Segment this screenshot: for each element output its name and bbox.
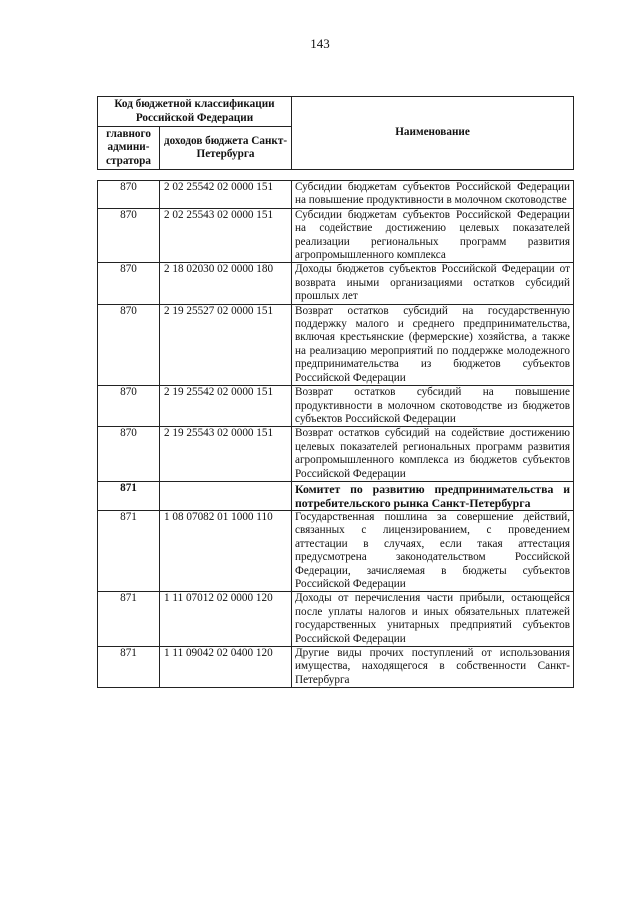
admin-code: 870 [98,304,160,385]
table-row-administrator [98,481,574,510]
revenue-code: 2 19 25543 02 0000 151 [160,427,292,482]
admin-code: 870 [98,208,160,263]
budget-classification-heading: Код бюджетной классификации Российской Федерации [98,97,292,127]
revenue-code: 1 11 07012 02 0000 120 [160,592,292,647]
revenue-code: 2 19 25527 02 0000 151 [160,304,292,385]
revenue-name: Доходы от перечисления части прибыли, остающейся после уплаты налогов и иных обязательных платежей государственных унитарных предприятий субъектов Российской Федерации [292,592,574,647]
admin-code: 871 [98,481,160,510]
admin-code: 871 [98,592,160,647]
table-row [98,181,574,209]
admin-code: 871 [98,647,160,688]
revenue-name: Субсидии бюджетам субъектов Российской Федерации на повышение продуктивности в молочном скотоводстве [292,181,574,209]
revenue-name: Возврат остатков субсидий на повышение продуктивности в молочном скотоводстве из бюджетов субъектов Российской Федерации [292,386,574,427]
admin-code: 870 [98,263,160,304]
table-row [98,304,574,385]
revenue-name: Возврат остатков субсидий на содействие достижению целевых показателей региональных программ развития агропромышленного комплекса из бюджетов субъектов Российской Федерации [292,427,574,482]
table-row [98,263,574,304]
table-row [98,647,574,688]
revenue-name: Субсидии бюджетам субъектов Российской Федерации на содействие достижению целевых показателей реализации региональных программ развития агропромышленного комплекса [292,208,574,263]
admin-code: 871 [98,510,160,591]
table-row [98,510,574,591]
revenue-code: 2 02 25543 02 0000 151 [160,208,292,263]
table-row [98,427,574,482]
table-row [98,208,574,263]
page-number: 143 [310,36,330,51]
revenue-name: Другие виды прочих поступлений от использования имущества, находящегося в собственности Санкт-Петербурга [292,647,574,688]
revenue-code [160,481,292,510]
revenue-code: 2 02 25542 02 0000 151 [160,181,292,209]
administrator-name: Комитет по развитию предпринимательства и потребительского рынка Санкт-Петербурга [292,481,574,510]
admin-code: 870 [98,386,160,427]
revenue-table [97,180,574,688]
admin-column-heading: главного админи-стратора [98,127,160,170]
name-column-heading: Наименование [292,97,574,170]
revenue-name: Возврат остатков субсидий на государственную поддержку малого и среднего предпринимательства, включая крестьянские (фермерские) хозяйства, а также на реализацию мероприятий по поддержке молодежного предпринимательства из бюджетов субъектов Российской Федерации [292,304,574,385]
table-header [97,96,574,170]
revenue-code: 1 11 09042 02 0400 120 [160,647,292,688]
revenue-code: 1 08 07082 01 1000 110 [160,510,292,591]
table-row [98,386,574,427]
table-row [98,592,574,647]
revenue-name: Государственная пошлина за совершение действий, связанных с лицензированием, с проведением аттестации в случаях, если такая аттестация предусмотрена законодательством Российской Федерации, зачисляемая в бюджеты субъектов Российской Федерации [292,510,574,591]
revenue-name: Доходы бюджетов субъектов Российской Федерации от возврата иными организациями остатков субсидий прошлых лет [292,263,574,304]
admin-code: 870 [98,181,160,209]
revenue-column-heading: доходов бюджета Санкт-Петербурга [160,127,292,170]
revenue-code: 2 18 02030 02 0000 180 [160,263,292,304]
revenue-code: 2 19 25542 02 0000 151 [160,386,292,427]
admin-code: 870 [98,427,160,482]
